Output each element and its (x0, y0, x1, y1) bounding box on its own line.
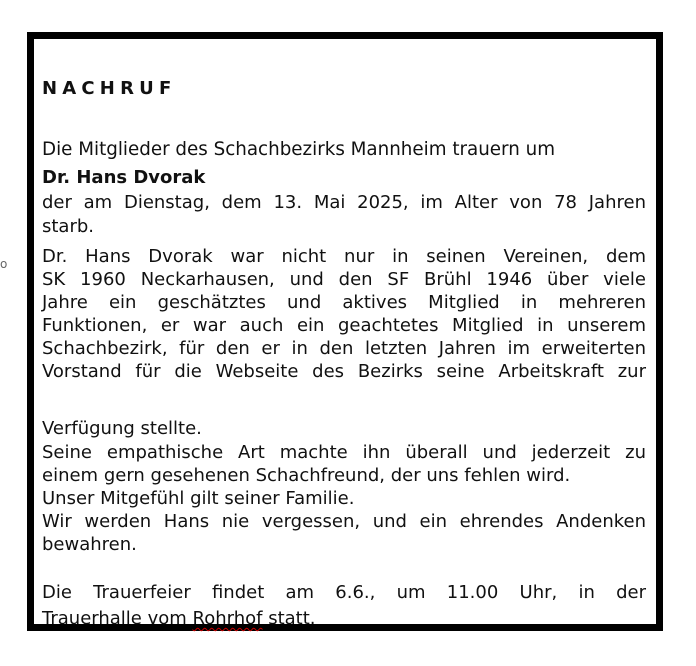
funeral-line (42, 607, 646, 630)
funeral-text: Trauerhalle vom (42, 608, 193, 629)
funeral-line: Die Trauerfeier findet am 6.6., um 11.00 Uhr, in der (42, 582, 646, 603)
remembrance-line: bewahren. (42, 534, 137, 555)
tribute-line: Vorstand für die Webseite des Bezirks seine Arbeitskraft zur (42, 361, 646, 382)
stray-margin-mark: o (0, 257, 8, 271)
remembrance-line: Wir werden Hans nie vergessen, und ein ehrendes Andenken (42, 511, 646, 532)
death-line: der am Dienstag, dem 13. Mai 2025, im Alter von 78 Jahren (42, 192, 646, 213)
tribute-line: Verfügung stellte. (42, 418, 202, 439)
tribute-line: SK 1960 Neckarhausen, und den SF Brühl 1946 über viele (42, 269, 646, 290)
deceased-name: Dr. Hans Dvorak (42, 167, 206, 188)
character-line: einem gern gesehenen Schachfreund, der uns fehlen wird. (42, 465, 571, 486)
death-line: starb. (42, 216, 95, 237)
funeral-text: statt. (262, 608, 316, 629)
funeral-place: Rohrhof (192, 608, 263, 629)
tribute-line: Dr. Hans Dvorak war nicht nur in seinen Vereinen, dem (42, 246, 646, 267)
obituary-frame (27, 32, 663, 631)
intro-text: Die Mitglieder des Schachbezirks Mannheim trauern um (42, 139, 556, 160)
tribute-line: Funktionen, er war auch ein geachtetes Mitglied in unserem (42, 315, 646, 336)
sympathy-line: Unser Mitgefühl gilt seiner Familie. (42, 488, 355, 509)
tribute-line: Schachbezirk, für den er in den letzten Jahren im erweiterten (42, 338, 646, 359)
tribute-line: Jahre ein geschätztes und aktives Mitglied in mehreren (42, 292, 646, 313)
obituary-heading: NACHRUF (42, 78, 177, 99)
character-line: Seine empathische Art machte ihn überall und jederzeit zu (42, 442, 646, 463)
